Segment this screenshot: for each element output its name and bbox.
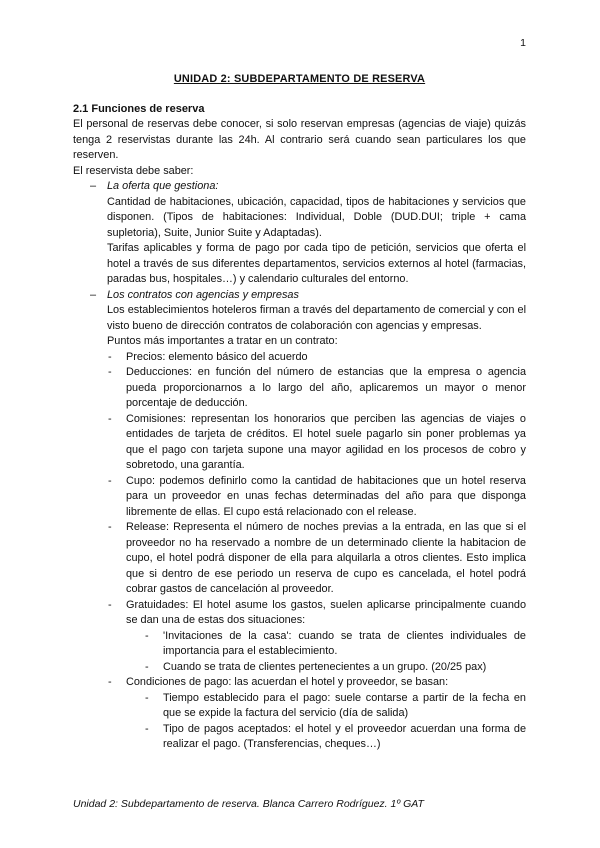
point-text: Deducciones: en función del número de estancias que la empresa o agencia pueda proporcionarnos a lo largo del año, aplicaremos un mayor o menor porcentaje de deducción. [126,366,526,409]
dash-marker: - [108,350,112,363]
dash-marker: - [108,521,112,533]
subpoint-text: Tipo de pagos aceptados: el hotel y el proveedor acuerdan una forma de realizar el pago. (Transferencias, cheques…) [163,722,526,750]
dash-marker: - [108,474,112,487]
list-item-offer [73,179,526,288]
list-item-contracts [73,288,526,350]
dash-marker: - [145,722,149,735]
subpoint-tipo-pagos [145,722,526,753]
dash-marker: - [108,598,112,611]
point-precios [107,350,526,366]
page-footer: Unidad 2: Subdepartamento de reserva. Blanca Carrero Rodríguez. 1º GAT [73,798,424,810]
dash-marker: - [145,629,149,642]
subpoint-tiempo [145,691,526,722]
dash-marker: - [108,366,112,378]
dash-marker: - [145,691,149,704]
point-text: Precios: elemento básico del acuerdo [126,350,308,363]
must-know-line: El reservista debe saber: [73,164,194,177]
subpoint-text: Tiempo establecido para el pago: suele contarse a partir de la fecha en que se expide la factura del servicio (día de salida) [163,691,526,719]
point-comisiones [107,412,526,474]
section-heading: 2.1 Funciones de reserva [73,102,205,115]
contracts-label: Los contratos con agencias y empresas [107,288,299,301]
point-text: Condiciones de pago: las acuerdan el hotel y proveedor, se basan: [126,676,449,688]
subpoint-text: Cuando se trata de clientes pertenecientes a un grupo. (20/25 pax) [163,660,487,673]
page-title: UNIDAD 2: SUBDEPARTAMENTO DE RESERVA [173,73,426,85]
dash-marker: – [90,180,97,192]
point-cupo [107,474,526,521]
point-condiciones [107,675,526,691]
subpoint-invitaciones [145,629,526,660]
offer-paragraph-1: Cantidad de habitaciones, ubicación, capacidad, tipos de habitaciones y servicios que disponen. (Tipos de habitaciones: Individual, Doble (DUD.DUI; triple + cama supletoria), Suite, Junior Suite y Adaptadas). [107,195,526,239]
contracts-paragraph-1: Los establecimientos hoteleros firman a través del departamento de comercial y con el visto bueno de dirección contratos de colaboración con agencias y empresas. [107,304,526,332]
dash-marker: - [145,660,149,673]
intro-paragraph: El personal de reservas debe conocer, si solo reservan empresas (agencias de viaje) quizás tenga 2 reservistas durante las 24h. Al contrario será cuando sean particulares los que reserven. [73,118,526,161]
point-text: Cupo: podemos definirlo como la cantidad de habitaciones que un hotel reserva para un proveedor en unas fechas determinadas del año para que disponga libremente de ellas. El cupo está relacionado con el release. [126,474,526,518]
subpoint-grupo [145,660,526,676]
offer-paragraph-2: Tarifas aplicables y forma de pago por cada tipo de petición, servicios que oferta el hotel a través de sus diferentes departamentos, servicios externos al hotel (farmacias, paradas bus, hospitales…) y calendario culturales del entorno. [107,242,526,285]
dash-marker: – [90,288,97,301]
point-deducciones [107,365,526,412]
contracts-paragraph-2: Puntos más importantes a tratar en un contrato: [107,335,338,347]
page-number: 1 [520,37,526,49]
point-gratuidades [107,598,526,629]
point-text: Gratuidades: El hotel asume los gastos, suelen aplicarse principalmente cuando se dan una de estas dos situaciones: [126,598,526,626]
subpoint-text: 'Invitaciones de la casa': cuando se trata de clientes individuales de importancia para el establecimiento. [163,629,526,657]
point-text: Release: Representa el número de noches previas a la entrada, en las que si el proveedor no ha reservado a nombre de un determinado cliente la habitacion de cupo, el hotel podrá disponer de ella para alquilarla a otros clientes. Esto implica que si dentro de ese periodo un reserva de cupo es cancelada, el hotel podrá cobrar gastos de cancelación al proveedor. [126,521,526,595]
dash-marker: - [108,412,112,425]
point-release [107,520,526,598]
document-body [73,72,526,753]
dash-marker: - [108,676,112,688]
point-text: Comisiones: representan los honorarios que perciben las agencias de viajes o entidades de tarjeta de créditos. El hotel suele pagarlo sin poner problemas ya que el pago con tarjeta supone una mayor agilidad en los procesos de cobro y sobretodo, una garantía. [126,412,526,471]
offer-label: La oferta que gestiona: [107,180,219,192]
